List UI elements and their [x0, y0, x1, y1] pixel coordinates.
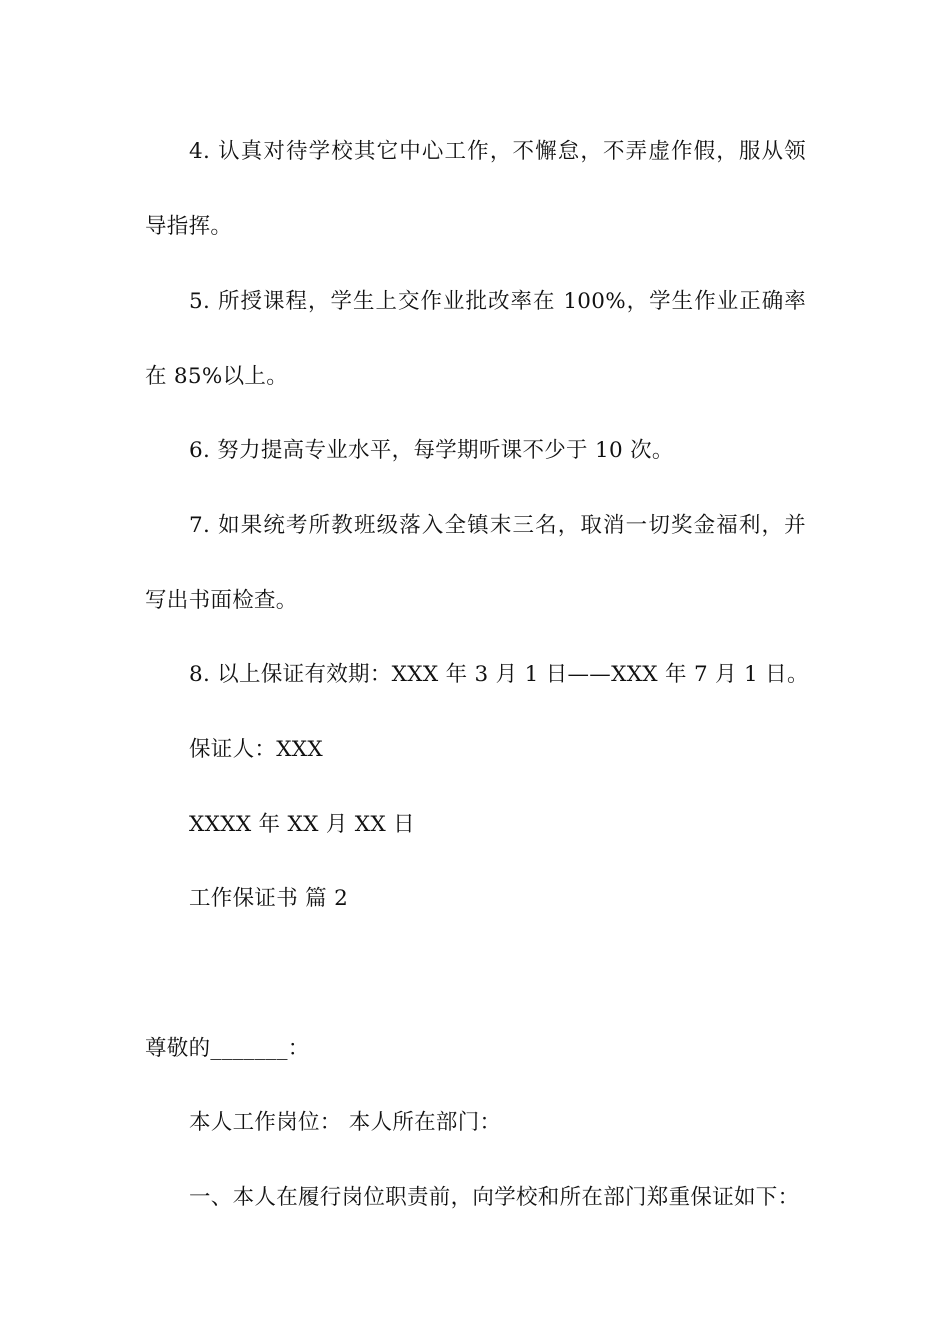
item-4-line-2: 导指挥。 [145, 214, 233, 239]
item-8-line-1: 8. 以上保证有效期：XXX 年 3 月 1 日——XXX 年 7 月 1 日。 [189, 662, 809, 687]
section-title: 工作保证书 篇 2 [189, 886, 349, 911]
position-line: 本人工作岗位： 本人所在部门： [189, 1110, 502, 1135]
item-4-line-1: 4. 认真对待学校其它中心工作，不懈怠，不弄虚作假，服从领 [189, 139, 806, 164]
item-6-line-1: 6. 努力提高专业水平，每学期听课不少于 10 次。 [189, 438, 674, 463]
item-5-line-1: 5. 所授课程，学生上交作业批改率在 100%，学生作业正确率 [189, 289, 806, 314]
salutation: 尊敬的_______： [145, 1036, 310, 1061]
item-7-line-2: 写出书面检查。 [145, 588, 298, 613]
guarantor-line: 保证人：XXX [189, 737, 324, 762]
item-7-line-1: 7. 如果统考所教班级落入全镇末三名，取消一切奖金福利，并 [189, 513, 806, 538]
clause-1: 一、本人在履行岗位职责前，向学校和所在部门郑重保证如下： [189, 1185, 800, 1210]
item-5-line-2: 在 85%以上。 [145, 364, 289, 389]
date-line: XXXX 年 XX 月 XX 日 [189, 812, 415, 837]
